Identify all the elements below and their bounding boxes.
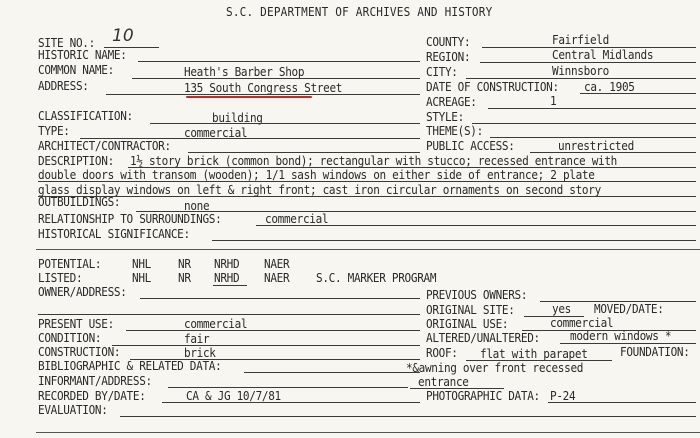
recorded-by-value: CA & JG 10/7/81 [186,389,281,403]
bibliographic-label: BIBLIOGRAPHIC & RELATED DATA: [38,359,222,373]
historic-name-underline [138,61,420,62]
public-access-label: PUBLIC ACCESS: [426,139,515,153]
public-access-underline [530,152,696,153]
original-use-label: ORIGINAL USE: [426,317,509,331]
construction-value: brick [184,346,216,360]
original-use-value: commercial [550,316,614,330]
outbuildings-value: none [184,199,210,213]
city-value: Winnsboro [552,64,609,78]
photographic-data-underline [548,402,696,403]
altered-value: modern windows * [570,329,672,343]
note-line-2: entrance [418,375,469,389]
potential-nhl: NHL [132,257,151,271]
construction-date-label: DATE OF CONSTRUCTION: [426,80,559,94]
significance-label: HISTORICAL SIGNIFICANCE: [38,227,190,241]
listed-nrhd: NRHD [214,271,240,285]
note-line-1: *&awning over front recessed [406,361,584,375]
potential-nrhd: NRHD [214,257,240,271]
owner-label: OWNER/ADDRESS: [38,285,127,299]
significance-underline [212,240,696,241]
county-label: COUNTY: [426,35,471,49]
architect-label: ARCHITECT/CONTRACTOR: [38,139,171,153]
listed-nhl: NHL [132,271,151,285]
photographic-data-value: P-24 [550,389,576,403]
common-name-label: COMMON NAME: [38,63,114,77]
classification-label: CLASSIFICATION: [38,109,133,123]
section-rule-2 [36,432,700,433]
form-title: S.C. DEPARTMENT OF ARCHIVES AND HISTORY [226,5,493,19]
construction-date-underline [580,93,696,94]
description-line-2: double doors with transom (wooden); 1/1 sash windows on either side of entrance; 2 plate [38,168,595,182]
foundation-label: FOUNDATION: [620,345,690,359]
historic-name-label: HISTORIC NAME: [38,48,127,62]
relationship-value: commercial [265,212,329,226]
present-use-label: PRESENT USE: [38,317,114,331]
type-value: commercial [184,126,248,140]
roof-label: ROOF: [426,346,458,360]
county-value: Fairfield [552,33,609,47]
owner-underline-2 [38,314,420,315]
description-line-1: 1½ story brick (common bond); rectangular with stucco; recessed entrance with [130,154,618,168]
owner-underline [140,298,420,299]
roof-value: flat with parapet [480,347,588,361]
listed-nr: NR [178,271,191,285]
original-site-label: ORIGINAL SITE: [426,303,515,317]
potential-label: POTENTIAL: [38,257,102,271]
condition-label: CONDITION: [38,331,102,345]
site-no-value: 10 [112,26,134,46]
listed-label: LISTED: [38,271,83,285]
style-label: STYLE: [426,110,464,124]
address-label: ADDRESS: [38,79,89,93]
bibliographic-underline [244,372,420,373]
nrhd-underline [213,285,247,286]
informant-label: INFORMANT/ADDRESS: [38,374,152,388]
relationship-underline [256,225,696,226]
address-underline [106,94,420,95]
classification-underline [150,123,420,124]
potential-naer: NAER [264,257,290,271]
present-use-value: commercial [184,317,248,331]
region-underline [480,62,696,63]
potential-nr: NR [178,257,191,271]
present-use-underline [126,330,420,331]
common-name-underline [132,78,420,79]
informant-underline [168,387,408,388]
section-rule-1 [36,249,700,250]
region-label: REGION: [426,50,471,64]
recorded-by-underline [162,402,420,403]
themes-underline [490,137,696,138]
evaluation-underline [120,416,696,417]
style-underline [472,123,696,124]
recorded-by-label: RECORDED BY/DATE: [38,389,146,403]
original-site-value: yes [552,302,571,316]
themes-label: THEME(S): [426,124,483,138]
description-underline-2 [38,181,696,182]
evaluation-label: EVALUATION: [38,403,108,417]
outbuildings-label: OUTBUILDINGS: [38,195,121,209]
red-underline-mark [186,96,312,98]
description-label: DESCRIPTION: [38,154,114,168]
region-value: Central Midlands [552,48,654,62]
condition-underline [112,345,420,346]
moved-date-label: MOVED/DATE: [594,302,664,316]
construction-date-value: ca. 1905 [584,80,635,94]
classification-value: building [212,111,263,125]
acreage-value: 1 [550,94,557,108]
relationship-label: RELATIONSHIP TO SURROUNDINGS: [38,212,222,226]
altered-label: ALTERED/UNALTERED: [426,331,540,345]
marker-program: S.C. MARKER PROGRAM [316,271,437,285]
photographic-data-label: PHOTOGRAPHIC DATA: [426,389,540,403]
site-no-label: SITE NO.: [38,36,95,50]
common-name-value: Heath's Barber Shop [184,65,305,79]
acreage-underline [488,108,696,109]
description-line-3: glass display windows on left & right front; cast iron circular ornaments on second story [38,183,601,197]
city-label: CITY: [426,65,458,79]
architect-underline [188,152,420,153]
city-underline [466,78,696,79]
address-value: 135 South Congress Street [184,81,343,95]
altered-underline [560,343,696,344]
type-label: TYPE: [38,124,70,138]
public-access-value: unrestricted [558,139,634,153]
condition-value: fair [184,332,210,346]
listed-naer: NAER [264,271,290,285]
description-underline-3 [38,196,696,197]
previous-owners-label: PREVIOUS OWNERS: [426,288,528,302]
acreage-label: ACREAGE: [426,95,477,109]
construction-label: CONSTRUCTION: [38,345,121,359]
